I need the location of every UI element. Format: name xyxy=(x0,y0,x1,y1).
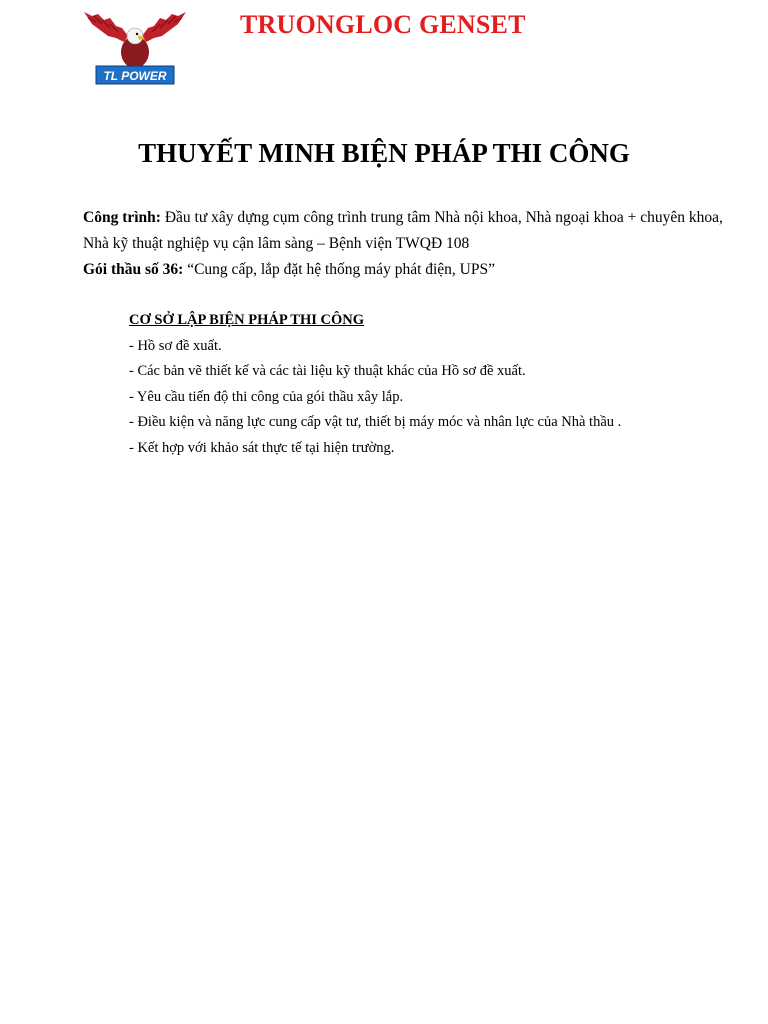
list-item: - Kết hợp với khảo sát thực tế tại hiện trường. xyxy=(129,439,395,456)
package-paragraph xyxy=(83,257,723,283)
logo-text: TL POWER xyxy=(103,69,167,83)
list-item: - Các bản vẽ thiết kế và các tài liệu kỹ thuật khác của Hồ sơ đề xuất. xyxy=(129,363,526,379)
company-name: TRUONGLOC GENSET xyxy=(240,10,526,39)
project-info xyxy=(83,205,723,283)
project-label: Công trình: xyxy=(83,209,161,226)
package-text: “Cung cấp, lắp đặt hệ thống máy phát điện, UPS” xyxy=(183,261,496,278)
basis-list xyxy=(129,334,729,462)
company-logo xyxy=(82,8,188,86)
eagle-icon xyxy=(82,8,188,86)
basis-section xyxy=(129,308,729,461)
list-item: - Điều kiện và năng lực cung cấp vật tư, thiết bị máy móc và nhân lực của Nhà thầu . xyxy=(129,414,622,430)
document-title: THUYẾT MINH BIỆN PHÁP THI CÔNG xyxy=(138,138,630,168)
list-item: - Hồ sơ đề xuất. xyxy=(129,337,222,354)
basis-heading: CƠ SỞ LẬP BIỆN PHÁP THI CÔNG xyxy=(129,312,364,328)
list-item: - Yêu cầu tiến độ thi công của gói thầu xây lắp. xyxy=(129,388,404,405)
package-label: Gói thầu số 36: xyxy=(83,261,184,278)
project-paragraph xyxy=(83,205,723,257)
project-text: Đầu tư xây dựng cụm công trình trung tâm Nhà nội khoa, Nhà ngoại khoa + chuyên khoa, Nhà kỹ thuật nghiệp vụ cận lâm sàng – Bệnh viện TWQĐ 108 xyxy=(83,209,723,252)
